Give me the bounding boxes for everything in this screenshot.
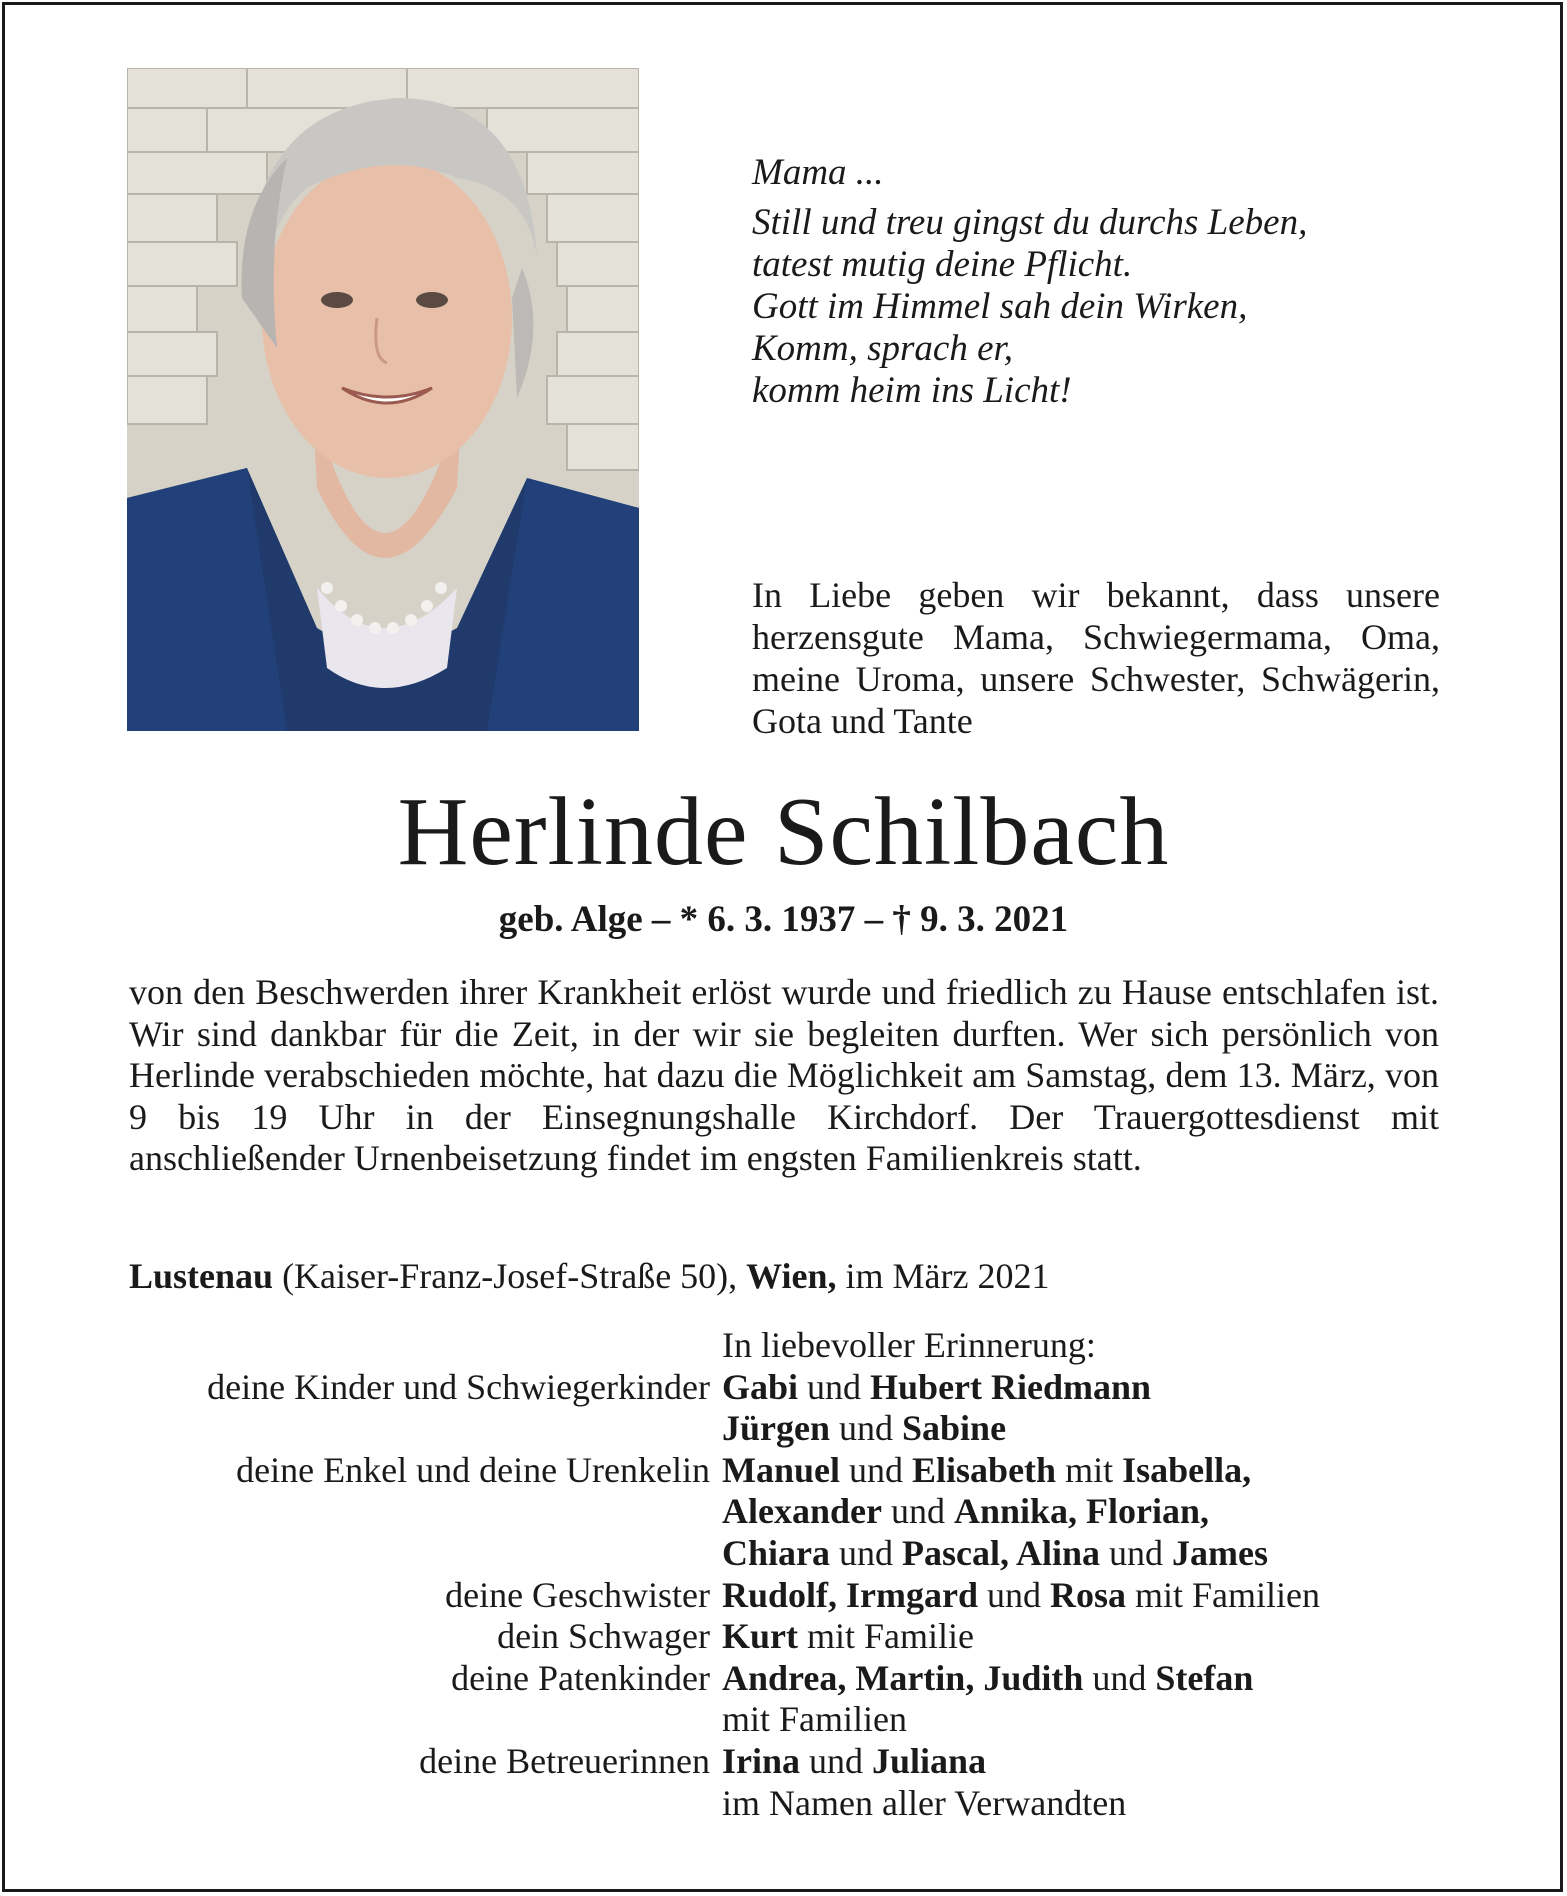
relation-label: deine Patenkinder — [451, 1657, 710, 1698]
place-address: (Kaiser-Franz-Josef-Straße 50), — [282, 1256, 738, 1296]
mourners-heading: In liebevoller Erinnerung: — [722, 1325, 1096, 1365]
place-city-lustenau: Lustenau — [129, 1256, 274, 1296]
mourner-row — [0, 1783, 1567, 1825]
poem-line: komm heim ins Licht! — [752, 370, 1072, 411]
poem-line: Komm, sprach er, — [752, 328, 1014, 369]
mourner-names: mit Familien — [722, 1699, 907, 1740]
poem-line: Still und treu gingst du durchs Leben, — [752, 202, 1308, 243]
life-dates: geb. Alge – * 6. 3. 1937 – † 9. 3. 2021 — [498, 899, 1069, 940]
mourner-names: Manuel und Elisabeth mit Isabella, — [722, 1449, 1252, 1490]
poem-line: tatest mutig deine Pflicht. — [752, 244, 1133, 285]
portrait-photo — [127, 68, 639, 731]
mourner-row — [0, 1533, 1567, 1575]
mourner-row — [0, 1575, 1567, 1617]
mourner-names: Andrea, Martin, Judith und Stefan — [722, 1657, 1254, 1698]
mourner-row — [0, 1616, 1567, 1658]
mourner-row — [0, 1367, 1567, 1409]
relation-label: deine Betreuerinnen — [419, 1740, 710, 1781]
relation-label: deine Enkel und deine Urenkelin — [236, 1449, 710, 1490]
mourner-row — [0, 1699, 1567, 1741]
deceased-name: Herlinde Schilbach — [397, 778, 1170, 886]
mourner-names: Gabi und Hubert Riedmann — [722, 1366, 1152, 1407]
mourner-row — [0, 1741, 1567, 1783]
body-text: von den Beschwerden ihrer Krankheit erlöst wurde und friedlich zu Hause entschlafen ist. Wir sind dankbar für die Zeit, in der wir sie begleiten durften. Wer sich persönlich von Herlinde verabschieden möchte, hat dazu die Möglichkeit am Samstag, dem 13. März, von 9 bis 19 Uhr in der Einsegnungshalle Kirchdorf. Der Trauergottesdienst mit anschließender Urnenbeisetzung findet im engsten Familienkreis statt. — [129, 972, 1439, 1178]
place-date-line — [129, 1255, 1439, 1297]
mourners-list — [0, 1325, 1567, 1824]
mourner-row — [0, 1408, 1567, 1450]
closing-line: im Namen aller Verwandten — [722, 1782, 1127, 1823]
mourner-names: Alexander und Annika, Florian, — [722, 1491, 1210, 1532]
poem-line: Gott im Himmel sah dein Wirken, — [752, 286, 1248, 327]
poem — [752, 152, 1452, 412]
mourner-row — [0, 1491, 1567, 1533]
relation-label: deine Kinder und Schwiegerkinder — [207, 1366, 710, 1407]
mourner-names: Jürgen und Sabine — [722, 1408, 1007, 1449]
mourner-names: Irina und Juliana — [722, 1740, 987, 1781]
mourner-names: Kurt mit Familie — [722, 1616, 974, 1657]
poem-intro: Mama ... — [752, 152, 884, 193]
mourner-row — [0, 1658, 1567, 1700]
place-date: im März 2021 — [845, 1256, 1050, 1296]
relation-label: deine Geschwister — [445, 1574, 710, 1615]
mourner-names: Rudolf, Irmgard und Rosa mit Familien — [722, 1574, 1321, 1615]
mourner-row — [0, 1450, 1567, 1492]
announcement-text: In Liebe geben wir bekannt, dass unsere herzensgute Mama, Schwiegermama, Oma, meine Uroma, unsere Schwester, Schwägerin, Gota und Tante — [752, 575, 1440, 741]
place-city-wien: Wien, — [746, 1256, 837, 1296]
relation-label: dein Schwager — [497, 1616, 710, 1657]
mourner-names: Chiara und Pascal, Alina und James — [722, 1532, 1269, 1573]
